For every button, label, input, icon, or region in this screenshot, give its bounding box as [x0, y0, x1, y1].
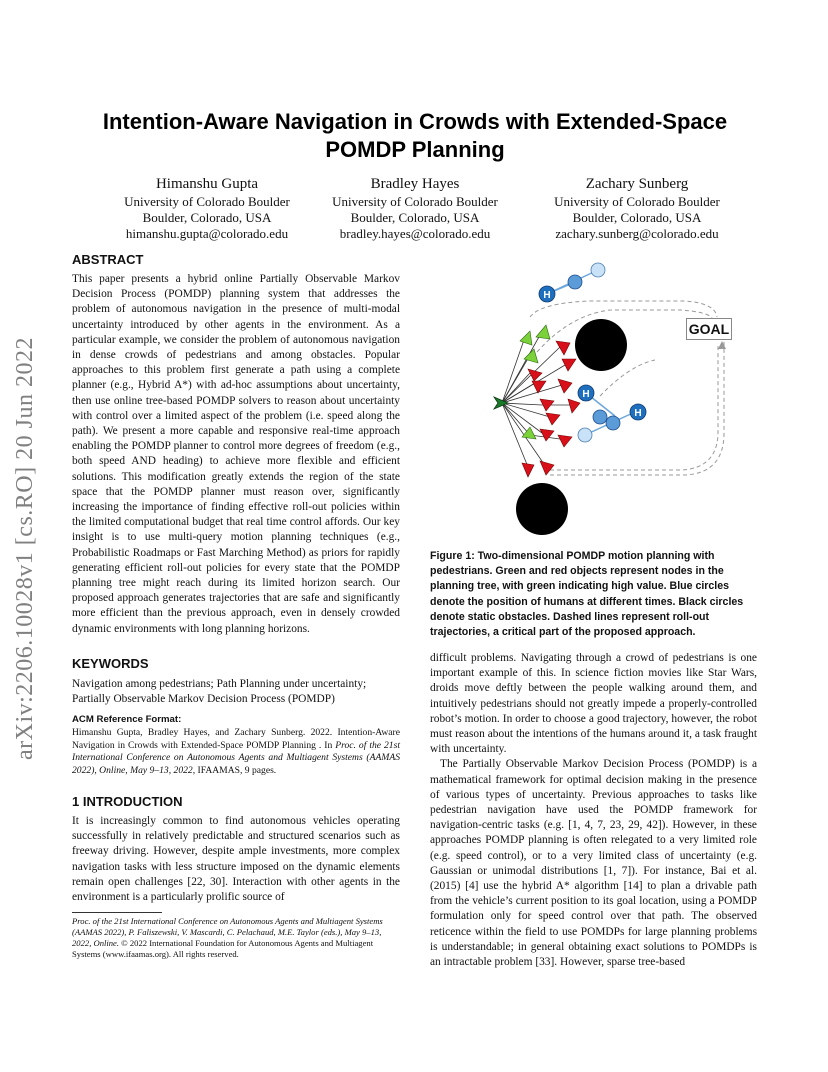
- tree-node-green: [520, 331, 532, 345]
- author-1: [92, 175, 322, 242]
- tree-node-red: [558, 435, 572, 447]
- footnote-text: © 2022 International Foundation for Autonomous Agents and Multiagent Systems (www.ifaamas.org). All rights reserved.: [72, 938, 374, 959]
- tree-node-red: [532, 381, 546, 393]
- footnote: [72, 916, 400, 960]
- tree-node-red: [540, 429, 554, 441]
- arxiv-stamp: arXiv:2206.10028v1 [cs.RO] 20 Jun 2022: [12, 337, 38, 760]
- paragraph: The Partially Observable Markov Decision Process (POMDP) is a mathematical framework for optimal decision making in the presence of various types of uncertainty. Previous approaches to tasks like pedestrian navigation have used the POMDP framework for navigation-centric tasks (e.g. [1, 4, 7, 23, 29, 42]). However, in these approaches POMDP planning is often relegated to a very limited role (e.g. speed control), or to a very limited class of uncertainty (e.g. Gaussian or unimodal distributions [1, 7]). For instance, Bai et al. (2015) [4] use the hybrid A* algorithm [14] to plan a drivable path from the vehicle’s current position to its goal location, using a POMDP formulation only for speed control over that path. The observed reticence within the field to use POMDPs for large planning problems is understandable; in general obtaining exact solutions to POMDPs is an intractable problem [33]. However, sparse tree-based: [430, 758, 757, 969]
- tree-node-red: [558, 379, 572, 393]
- human-position: [606, 416, 620, 430]
- arrowhead-icon: [718, 341, 726, 349]
- author-email[interactable]: zachary.sunberg@colorado.edu: [555, 226, 719, 241]
- goal-box: GOAL: [686, 318, 732, 340]
- footnote-rule: [72, 912, 162, 913]
- tree-edges: [502, 335, 570, 467]
- acm-text-2: IFAAMAS, 9 pages.: [195, 764, 277, 776]
- right-column-text: [430, 651, 757, 970]
- abstract-heading: ABSTRACT: [72, 252, 144, 267]
- obstacle: [575, 319, 627, 371]
- author-email[interactable]: bradley.hayes@colorado.edu: [339, 226, 491, 241]
- tree-node-red: [546, 413, 560, 425]
- acm-reference: [72, 727, 400, 777]
- tree-node-red: [522, 463, 534, 477]
- author-2: [300, 175, 530, 242]
- rollout-path: [530, 301, 717, 317]
- author-name: Bradley Hayes: [370, 176, 460, 192]
- human-position: [568, 275, 582, 289]
- tree-node-red: [528, 369, 542, 381]
- tree-node-red: [556, 341, 570, 355]
- human-label: H: [543, 290, 551, 301]
- intro-text: It is increasingly common to find autonomous vehicles operating successfully in relatively predictable and structured scenarios such as freeway driving. However, despite ample investments, more complex navigation tasks with less structure imposed on the dynamic elements remain open challenges [22, 30]. Interaction with other agents in the environment is a particularly prolific source of: [72, 815, 400, 904]
- paragraph: difficult problems. Navigating through a crowd of pedestrians is one important example of this. In science fiction movies like Star Wars, droids move deftly between the people walking around them, and intuitively pedestrians should not greatly impede a properly-controlled robot’s motion. In order to choose a good trajectory, however, the robot must reason about the intentions of the humans around it, a task fraught with uncertainty.: [430, 652, 757, 756]
- human-position: [591, 263, 605, 277]
- tree-node-red: [540, 461, 554, 475]
- figure-caption: Figure 1: Two-dimensional POMDP motion planning with pedestrians. Green and red objects represent nodes in the planning tree, with green indicating high value. Blue circles denote the position of humans at different times. Black circles denote static obstacles. Dashed lines represent roll-out trajectories, a critical part of the proposed approach.: [430, 550, 744, 639]
- tree-node-green: [536, 325, 550, 339]
- obstacle: [516, 483, 568, 535]
- author-email[interactable]: himanshu.gupta@colorado.edu: [125, 226, 289, 241]
- author-location: Boulder, Colorado, USA: [350, 210, 480, 225]
- acm-text-1: Himanshu Gupta, Bradley Hayes, and Zachary Sunberg. 2022. Intention-Aware Navigation in Crowds with Extended-Space POMDP Planning . In: [72, 727, 400, 751]
- author-affiliation: University of Colorado Boulder: [124, 194, 290, 209]
- tree-node-red: [562, 359, 576, 371]
- author-location: Boulder, Colorado, USA: [572, 210, 702, 225]
- abstract-text: This paper presents a hybrid online Partially Observable Markov Decision Process (POMDP) planning system that addresses the problem of autonomous navigation in the presence of multi-modal uncertainty introduced by other agents in the environment. As a particular example, we consider the problem of autonomous navigation in dense crowds of pedestrians and among obstacles. Popular approaches to this problem first generate a path using a complete planner (e.g., Hybrid A*) with ad-hoc assumptions about uncertainty, then use online tree-based POMDP solvers to reason about uncertainty with control over a limited aspect of the problem (i.e. speed along the path). We present a more capable and responsive real-time approach enabling the POMDP planner to control more degrees of freedom (e.g., both speed AND heading) to achieve more flexible and efficient solutions. This modification greatly extends the region of the state space that the POMDP planner must reason over, significantly increasing the importance of finding effective roll-out policies within the limited computational budget that real time control affords. Our key insight is to use multi-query motion planning techniques (e.g., Probabilistic Roadmaps or Fast Marching Method) as priors for rapidly generating efficient roll-out policies for every state that the POMDP planning tree might reach during its limited horizon search. Our proposed approach generates trajectories that are safe and significantly more efficient than the previous approach, even in densely crowded dynamic environments with long planning horizons.: [72, 273, 400, 635]
- human-position: [593, 410, 607, 424]
- paper-title: Intention-Aware Navigation in Crowds with Extended-Space POMDP Planning: [102, 109, 728, 162]
- author-name: Zachary Sunberg: [585, 176, 689, 192]
- author-name: Himanshu Gupta: [155, 176, 259, 192]
- acm-italic: Proc. of the 21st International Conference on Autonomous Agents and Multiagent Systems (AAMAS 2022), Online, May 9–13, 2022,: [72, 739, 400, 776]
- author-affiliation: University of Colorado Boulder: [332, 194, 498, 209]
- intro-heading: 1 INTRODUCTION: [72, 794, 183, 809]
- author-3: [522, 175, 752, 242]
- human-position: [578, 428, 592, 442]
- figure-1-diagram: [480, 255, 770, 545]
- human-label: H: [582, 389, 590, 400]
- human-label: H: [634, 408, 642, 419]
- acm-heading: ACM Reference Format:: [72, 714, 182, 725]
- author-affiliation: University of Colorado Boulder: [554, 194, 720, 209]
- tree-node-red: [568, 399, 580, 413]
- author-location: Boulder, Colorado, USA: [142, 210, 272, 225]
- keywords-heading: KEYWORDS: [72, 656, 149, 671]
- footnote-italic: Proc. of the 21st International Conference on Autonomous Agents and Multiagent Systems (AAMAS 2022), P. Faliszewski, V. Mascardi, C. Pelachaud, M.E. Taylor (eds.), May 9–13, 2022, Online.: [72, 916, 383, 948]
- keywords-text: Navigation among pedestrians; Path Planning under uncertainty; Partially Observable Markov Decision Process (POMDP): [72, 678, 367, 706]
